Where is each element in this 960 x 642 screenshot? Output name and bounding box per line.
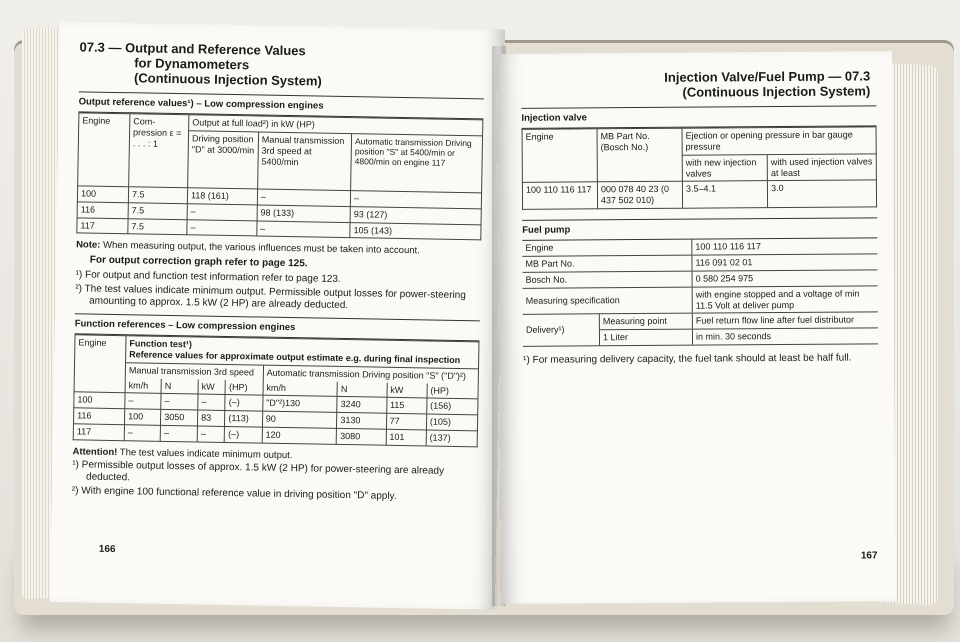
page-number-left: 166 xyxy=(98,543,116,556)
fuel-pump-table xyxy=(522,239,878,347)
cell-manual: – xyxy=(257,221,351,238)
cell-m-kmh: – xyxy=(125,393,161,409)
cell-engine: 100 110 116 117 xyxy=(522,182,597,209)
cell-m-n: – xyxy=(160,425,197,441)
unit-kw: kW xyxy=(387,382,427,398)
cell-label: Bosch No. xyxy=(523,271,693,288)
cell-label: MB Part No. xyxy=(522,255,692,272)
cell-measuring-point: Measuring point xyxy=(599,314,692,330)
col-used: with used injection valves at least xyxy=(767,154,876,181)
unit-hp: (HP) xyxy=(225,380,263,396)
cell-value: 100 110 116 117 xyxy=(692,239,878,256)
cell-manual: – xyxy=(257,189,351,206)
title-line-1: 07.3 — Output and Reference Values xyxy=(79,39,306,59)
title-line-1: Injection Valve/Fuel Pump — 07.3 xyxy=(664,68,871,85)
output-reference-table xyxy=(76,113,483,241)
page-number-right: 167 xyxy=(860,550,878,562)
cell-a-kmh: 90 xyxy=(262,411,337,428)
cell-manual: 98 (133) xyxy=(257,205,351,222)
unit-n: N xyxy=(161,378,198,394)
cell-m-hp: (–) xyxy=(225,395,263,411)
cell-new: 3.5–4.1 xyxy=(682,181,767,208)
col-engine: Engine xyxy=(78,113,130,187)
table-row xyxy=(522,180,876,209)
function-test-label: Function test¹) xyxy=(129,338,192,350)
cell-m-hp: (–) xyxy=(225,426,263,442)
col-part: MB Part No. (Bosch No.) xyxy=(597,128,682,182)
title-line-2: (Continuous Injection System) xyxy=(682,83,871,100)
cell-driving: 118 (161) xyxy=(187,188,257,205)
cell-measuring-point-value: Fuel return flow line after fuel distributor xyxy=(692,312,878,329)
note-text: When measuring output, the various influences must be taken into account. xyxy=(102,240,420,257)
note-label: Note: xyxy=(76,239,101,252)
footnote-2: ²) The test values indicate minimum output. Permissible output losses for power-steering amounting to approx. 1.5 kW (2 HP) are already deducted. xyxy=(75,283,466,311)
cell-value: 0 580 254 975 xyxy=(692,270,878,287)
cell-label: Engine xyxy=(522,240,692,256)
cell-engine: 100 xyxy=(74,392,125,409)
cell-a-n: 3130 xyxy=(337,413,387,430)
function-references-table xyxy=(73,334,480,447)
col-engine: Engine xyxy=(74,335,126,393)
right-page xyxy=(497,51,896,604)
title-line-3: (Continuous Injection System) xyxy=(133,70,322,89)
cell-a-hp: (105) xyxy=(426,414,477,431)
cell-value: with engine stopped and a voltage of min 11.5 Volt at deliver pump xyxy=(692,286,878,314)
cell-m-kmh: – xyxy=(124,425,160,441)
cell-m-n: 3050 xyxy=(161,409,198,425)
footnote-1: ¹) For output and function test information refer to page 123. xyxy=(75,269,341,285)
attention-label: Attention! xyxy=(72,446,118,458)
cell-a-n: 3240 xyxy=(337,397,387,414)
cell-a-hp: (156) xyxy=(427,398,478,415)
cell-automatic: 93 (127) xyxy=(350,206,481,224)
cell-a-kmh: "D"²)130 xyxy=(262,395,337,412)
col-new: with new injection valves xyxy=(682,154,767,181)
cell-driving: – xyxy=(187,204,257,221)
cell-engine: 116 xyxy=(73,408,124,425)
right-footnote: ¹) For measuring delivery capacity, the fuel tank should at least be half full. xyxy=(523,352,852,366)
cell-compression: 7.5 xyxy=(128,218,187,235)
cell-automatic: – xyxy=(350,191,481,209)
title-line-2: for Dynamometers xyxy=(134,55,250,73)
cell-compression: 7.5 xyxy=(128,187,187,204)
col-manual: Manual transmission 3rd speed at 5400/min xyxy=(257,132,351,191)
fuel-pump-heading: Fuel pump xyxy=(522,217,877,241)
cell-a-kw: 115 xyxy=(386,398,426,414)
left-page xyxy=(50,22,505,610)
cell-a-n: 3080 xyxy=(337,428,387,445)
function-references-heading: Function references – Low compression engines xyxy=(75,313,480,341)
cell-m-kmh: 100 xyxy=(124,409,160,425)
right-page-title xyxy=(521,69,870,101)
cell-engine: 116 xyxy=(77,202,128,219)
cell-value: 116 091 02 01 xyxy=(692,254,878,271)
injection-valve-table xyxy=(522,127,878,210)
cell-m-hp: (113) xyxy=(225,411,263,427)
cell-liter-value: in min. 30 seconds xyxy=(692,328,878,345)
cell-liter: 1 Liter xyxy=(599,329,692,345)
cell-delivery: Delivery¹) xyxy=(523,314,600,346)
function-test-desc: Reference values for approximate output estimate e.g. during final inspection xyxy=(129,349,461,366)
cell-m-kw: – xyxy=(198,394,226,410)
col-engine: Engine xyxy=(522,129,597,183)
table-row xyxy=(523,286,878,315)
injection-valve-heading: Injection valve xyxy=(521,105,876,129)
automatic-header: Automatic transmission Driving position "S" ("D")²) xyxy=(263,365,478,384)
cell-compression: 7.5 xyxy=(128,203,187,220)
cell-a-kw: 101 xyxy=(386,429,426,445)
col-output: Output at full load²) in kW (HP) xyxy=(189,115,483,136)
cell-driving: – xyxy=(187,219,257,236)
cell-a-kw: 77 xyxy=(386,413,426,429)
cell-m-n: – xyxy=(161,394,198,410)
cell-m-kw: – xyxy=(197,426,225,442)
col-automatic: Automatic transmission Driving position "S" at 5400/min or 4800/min on engine 117 xyxy=(351,134,483,193)
cell-a-kmh: 120 xyxy=(262,427,337,444)
col-driving: Driving position "D" at 3000/min xyxy=(188,131,259,189)
manual-header: Manual transmission 3rd speed xyxy=(125,362,263,380)
unit-hp: (HP) xyxy=(427,383,478,399)
col-pressure: Ejection or opening pressure in bar gauge pressure xyxy=(682,127,876,155)
cell-label: Measuring specification xyxy=(523,287,693,315)
cell-used: 3.0 xyxy=(768,180,877,207)
unit-kw: kW xyxy=(198,379,226,395)
col-compression: Com-pression ε = . . . : 1 xyxy=(129,114,189,188)
cell-engine: 117 xyxy=(77,217,128,234)
cell-a-hp: (137) xyxy=(426,430,477,447)
cell-engine: 100 xyxy=(77,186,128,203)
left-page-title xyxy=(79,40,485,92)
unit-kmh: km/h xyxy=(263,380,338,397)
attention-footnote-1: ¹) Permissible output losses of approx. 1.5 kW (2 HP) for power-steering are already deducted. xyxy=(72,459,445,484)
unit-kmh: km/h xyxy=(125,378,161,394)
attention-footnote-2: ²) With engine 100 functional reference value in driving position "D" apply. xyxy=(71,485,397,503)
attention-text: The test values indicate minimum output. xyxy=(119,446,293,461)
cell-automatic: 105 (143) xyxy=(350,222,481,240)
cell-part: 000 078 40 23 (0 437 502 010) xyxy=(597,182,682,209)
correction-note: For output correction graph refer to page 125. xyxy=(89,254,308,270)
unit-n: N xyxy=(337,381,387,397)
cell-engine: 117 xyxy=(73,424,124,441)
cell-m-kw: 83 xyxy=(198,410,226,426)
output-reference-heading: Output reference values¹) – Low compression engines xyxy=(78,91,483,119)
